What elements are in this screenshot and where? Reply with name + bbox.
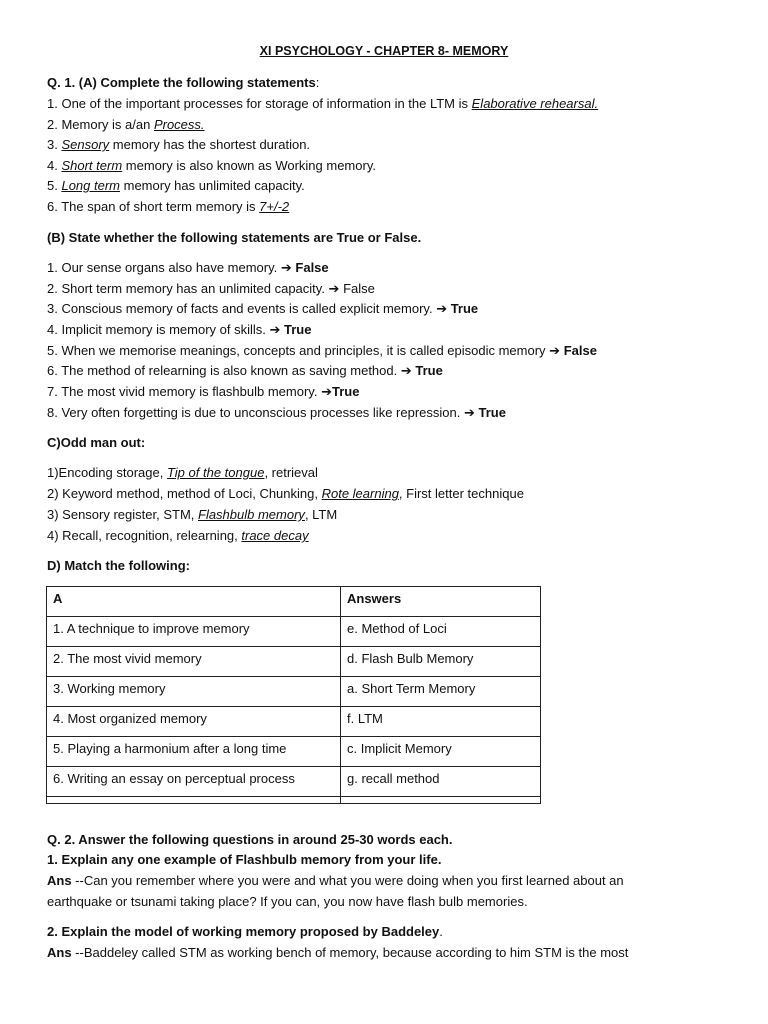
arrow-right-icon: ➔: [436, 301, 448, 316]
tf-statement: 3. Conscious memory of facts and events is called explicit memory.: [47, 301, 437, 316]
table-cell: 2. The most vivid memory: [47, 647, 341, 677]
tf-answer: True: [447, 301, 479, 316]
tf-item: [47, 342, 597, 359]
q2-question-2: [47, 923, 443, 940]
answer-text: --Baddeley called STM as working bench of memory, because according to him STM is the most: [71, 945, 629, 960]
q1-heading-colon: :: [315, 75, 320, 90]
q1d-heading: D) Match the following:: [47, 558, 190, 573]
table-cell: c. Implicit Memory: [341, 737, 541, 767]
tf-statement: 5. When we memorise meanings, concepts and principles, it is called episodic memory: [47, 343, 550, 358]
q2-answer-2: [47, 944, 628, 961]
tf-item: [47, 362, 443, 379]
q1-item-answer: Process.: [153, 117, 205, 132]
arrow-right-icon: ➔: [280, 260, 292, 275]
q2-answer-1-cont: earthquake or tsunami taking place? If you can, you now have flash bulb memories.: [47, 894, 528, 909]
tf-statement: 2. Short term memory has an unlimited capacity.: [47, 281, 329, 296]
q1-item-answer: 7+/-2: [259, 199, 290, 214]
table-cell: d. Flash Bulb Memory: [341, 647, 541, 677]
table-row: [47, 617, 541, 647]
tf-answer: False: [339, 281, 375, 296]
q1-item: [47, 198, 289, 215]
q1-item-text: 1. One of the important processes for storage of information in the LTM is: [47, 96, 472, 111]
tf-answer: False: [560, 343, 597, 358]
tf-answer: True: [331, 384, 360, 399]
table-row: [47, 677, 541, 707]
q1-item: [47, 157, 376, 174]
arrow-right-icon: ➔: [549, 343, 561, 358]
page-title: XI PSYCHOLOGY - CHAPTER 8- MEMORY: [259, 44, 509, 58]
odd-item-answer: Tip of the tongue: [166, 465, 265, 480]
tf-statement: 1. Our sense organs also have memory.: [47, 260, 281, 275]
tf-item: [47, 383, 359, 400]
tf-answer: True: [474, 405, 506, 420]
arrow-right-icon: ➔: [463, 405, 475, 420]
answer-label: Ans: [47, 945, 72, 960]
table-header-row: [47, 587, 541, 617]
q1-item-text: 2. Memory is a/an: [47, 117, 154, 132]
odd-item: [47, 527, 309, 544]
odd-item-answer: Rote learning: [321, 486, 399, 501]
table-cell: 5. Playing a harmonium after a long time: [47, 737, 341, 767]
odd-item-text: , First letter technique: [398, 486, 524, 501]
odd-item-answer: Flashbulb memory: [198, 507, 305, 522]
answer-text: --Can you remember where you were and what you were doing when you first learned about an: [71, 873, 624, 888]
table-cell: g. recall method: [341, 767, 541, 797]
table-header-cell: Answers: [341, 587, 541, 617]
tf-answer: True: [280, 322, 312, 337]
tf-statement: 8. Very often forgetting is due to unconscious processes like repression.: [47, 405, 464, 420]
table-header-cell: A: [47, 587, 341, 617]
q1-item: [47, 95, 598, 112]
q1-heading: [47, 74, 319, 91]
tf-answer: False: [291, 260, 329, 275]
q1-item: [47, 177, 305, 194]
q1-item-answer: Short term: [61, 158, 123, 173]
table-cell: f. LTM: [341, 707, 541, 737]
table-row: [47, 767, 541, 797]
tf-item: [47, 321, 311, 338]
q1-item-text: memory is also known as Working memory.: [122, 158, 376, 173]
tf-statement: 6. The method of relearning is also known as saving method.: [47, 363, 401, 378]
tf-answer: True: [411, 363, 443, 378]
q1c-heading: C)Odd man out:: [47, 435, 146, 450]
q1-item-text: 3.: [47, 137, 62, 152]
table-cell: a. Short Term Memory: [341, 677, 541, 707]
tf-item: [47, 300, 478, 317]
q1-item-text: memory has the shortest duration.: [109, 137, 311, 152]
q1-item-text: 5.: [47, 178, 62, 193]
q1-item-answer: Elaborative rehearsal.: [471, 96, 599, 111]
q1-item-answer: Long term: [61, 178, 121, 193]
odd-item-text: , LTM: [304, 507, 338, 522]
question-period: .: [439, 924, 443, 939]
table-row: [47, 707, 541, 737]
arrow-right-icon: ➔: [328, 281, 340, 296]
q1-item: [47, 136, 310, 153]
table-row: [47, 647, 541, 677]
odd-item-text: 1)Encoding storage,: [47, 465, 167, 480]
odd-item-text: 4) Recall, recognition, relearning,: [47, 528, 242, 543]
q1-item-answer: Sensory: [61, 137, 110, 152]
table-cell: e. Method of Loci: [341, 617, 541, 647]
arrow-right-icon: ➔: [269, 322, 281, 337]
odd-item-text: 2) Keyword method, method of Loci, Chunking,: [47, 486, 322, 501]
q1-item-text: memory has unlimited capacity.: [120, 178, 305, 193]
tf-statement: 4. Implicit memory is memory of skills.: [47, 322, 270, 337]
q1b-heading: (B) State whether the following statements are True or False.: [47, 230, 422, 245]
odd-item-text: 3) Sensory register, STM,: [47, 507, 198, 522]
q1-item-text: 6. The span of short term memory is: [47, 199, 260, 214]
tf-item: [47, 280, 375, 297]
table-row: [47, 737, 541, 767]
q2-question-1: 1. Explain any one example of Flashbulb memory from your life.: [47, 852, 442, 867]
odd-item-text: , retrieval: [264, 465, 318, 480]
q1-item: [47, 116, 205, 133]
table-cell: 3. Working memory: [47, 677, 341, 707]
answer-label: Ans: [47, 873, 72, 888]
table-cell: 6. Writing an essay on perceptual process: [47, 767, 341, 797]
odd-item: [47, 506, 337, 523]
match-table: [46, 586, 541, 804]
odd-item: [47, 485, 524, 502]
table-cell: 4. Most organized memory: [47, 707, 341, 737]
tf-item: [47, 259, 329, 276]
q1-item-text: 4.: [47, 158, 62, 173]
odd-item: [47, 464, 318, 481]
arrow-right-icon: ➔: [400, 363, 412, 378]
arrow-right-icon: ➔: [321, 384, 332, 399]
table-empty-row: [47, 797, 541, 804]
q1-heading-text: Q. 1. (A) Complete the following statements: [47, 75, 316, 90]
question-text: 2. Explain the model of working memory proposed by Baddeley: [47, 924, 440, 939]
tf-item: [47, 404, 506, 421]
tf-statement: 7. The most vivid memory is flashbulb memory.: [47, 384, 322, 399]
q2-heading: Q. 2. Answer the following questions in around 25-30 words each.: [47, 832, 453, 847]
q2-answer-1: [47, 872, 624, 889]
table-empty-cell: [341, 797, 541, 804]
table-cell: 1. A technique to improve memory: [47, 617, 341, 647]
odd-item-answer: trace decay: [241, 528, 309, 543]
table-empty-cell: [47, 797, 341, 804]
